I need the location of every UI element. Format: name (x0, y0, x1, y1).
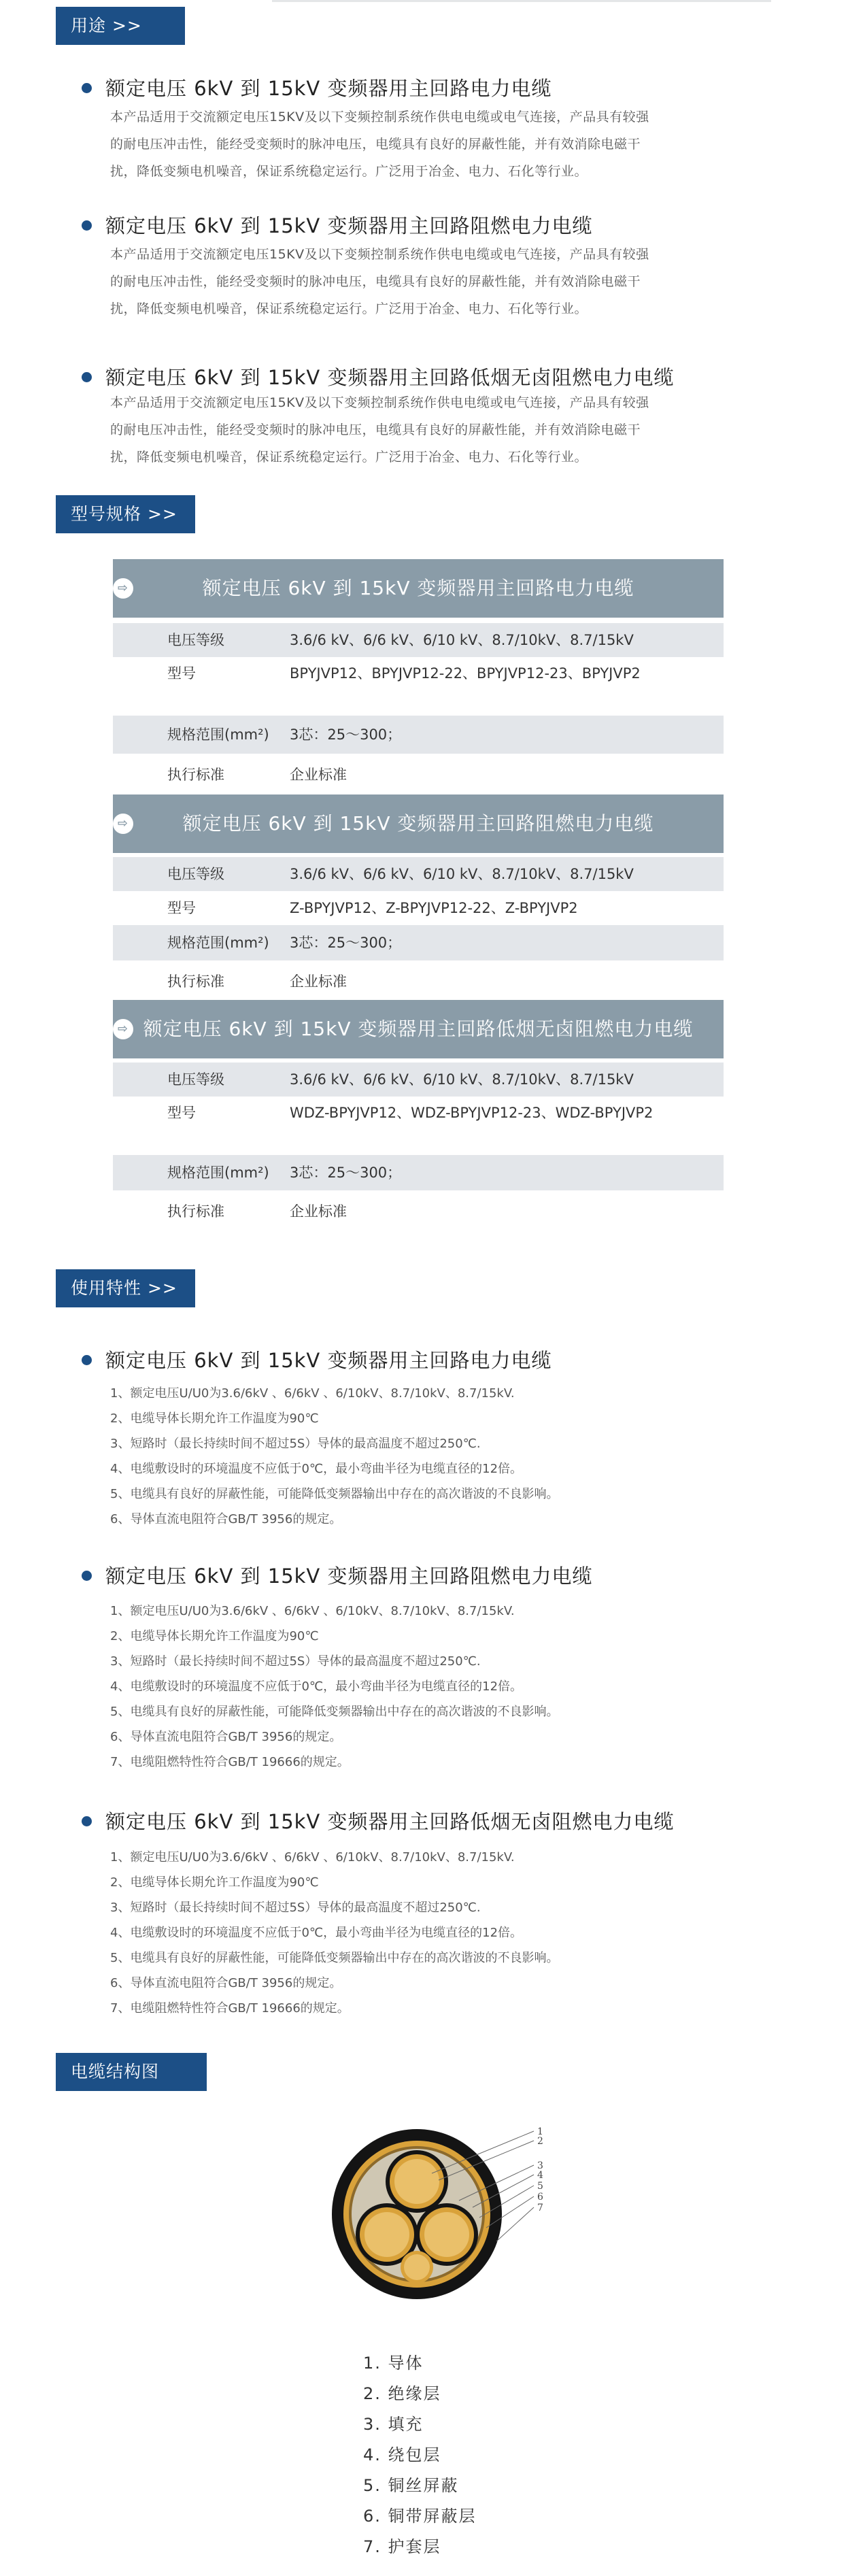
diagram-labels (537, 2126, 543, 2213)
section-header-features: 使用特性 >> (56, 1269, 195, 1307)
legend-item: 1. 导体 (363, 2354, 424, 2373)
label-3: 3 (537, 2160, 543, 2171)
spec-table-2 (113, 794, 724, 1003)
top-divider (272, 0, 771, 2)
earth-core-conductor (404, 2254, 430, 2280)
feature-list-1: 1、额定电压U/U0为3.6/6kV 、6/6kV 、6/10kV、8.7/10kV、8.7/15kV. 2、电缆导体长期允许工作温度为90℃ 3、短路时（最长持续时间不超过5S）导体的最高温度不超过250℃. 4、电缆敷设时的环境温度不应低于0℃，最小弯曲半径为电缆直径的12倍。 5、电缆具有良好的屏蔽性能，可能降低变频器输出中存在的高次谐波的不良影响。 6、导体直流电阻符合GB/T 3956的规定。 (110, 1386, 559, 1526)
spec-table-title: ⇨ 额定电压 6kV 到 15kV 变频器用主回路电力电缆 (113, 559, 724, 618)
spec-table-1 (113, 559, 724, 796)
section-header-spec: 型号规格 >> (56, 495, 195, 533)
legend-item: 3. 填充 (363, 2415, 424, 2434)
usage-paragraph-1: 本产品适用于交流额定电压15KV及以下变频控制系统作供电电缆或电气连接，产品具有较强 的耐电压冲击性，能经受变频时的脉冲电压，电缆具有良好的屏蔽性能，并有效消除电磁干 扰，降低变频电机噪音，保证系统稳定运行。广泛用于冶金、电力、石化等行业。 (110, 110, 649, 179)
bullet-icon (82, 1571, 92, 1581)
cable-cross-section-diagram (330, 2126, 575, 2303)
legend-item: 2. 绝缘层 (363, 2384, 441, 2403)
label-6: 6 (537, 2192, 543, 2203)
label-2: 2 (537, 2136, 543, 2147)
spec-row: 执行标准 企业标准 (167, 1203, 347, 1220)
spec-row: 规格范围(mm²) 3芯：25～300； (113, 925, 724, 960)
spec-row: 电压等级 3.6/6 kV、6/6 kV、6/10 kV、8.7/10kV、8.7/15kV (113, 1063, 724, 1097)
legend-item: 5. 铜丝屏蔽 (363, 2476, 459, 2495)
usage-title-2: 额定电压 6kV 到 15kV 变频器用主回路阻燃电力电缆 (82, 211, 593, 239)
bullet-icon (82, 372, 92, 382)
usage-paragraph-2: 本产品适用于交流额定电压15KV及以下变频控制系统作供电电缆或电气连接，产品具有较强 的耐电压冲击性，能经受变频时的脉冲电压，电缆具有良好的屏蔽性能，并有效消除电磁干 扰，降低变频电机噪音，保证系统稳定运行。广泛用于冶金、电力、石化等行业。 (110, 247, 649, 316)
spec-row: 规格范围(mm²) 3芯：25～300； (113, 1155, 724, 1190)
spec-row: 执行标准 企业标准 (167, 973, 347, 990)
spec-row: 电压等级 3.6/6 kV、6/6 kV、6/10 kV、8.7/10kV、8.7/15kV (113, 623, 724, 657)
feature-list-3: 1、额定电压U/U0为3.6/6kV 、6/6kV 、6/10kV、8.7/10kV、8.7/15kV. 2、电缆导体长期允许工作温度为90℃ 3、短路时（最长持续时间不超过5S）导体的最高温度不超过250℃. 4、电缆敷设时的环境温度不应低于0℃，最小弯曲半径为电缆直径的12倍。 5、电缆具有良好的屏蔽性能，可能降低变频器输出中存在的高次谐波的不良影响。 6、导体直流电阻符合GB/T 3956的规定。 7、电缆阻燃特性符合GB/T 19666的规定。 (110, 1850, 559, 2015)
usage-paragraph-3: 本产品适用于交流额定电压15KV及以下变频控制系统作供电电缆或电气连接，产品具有较强 的耐电压冲击性，能经受变频时的脉冲电压，电缆具有良好的屏蔽性能，并有效消除电磁干 扰，降低变频电机噪音，保证系统稳定运行。广泛用于冶金、电力、石化等行业。 (110, 395, 649, 465)
spec-table-title: ⇨ 额定电压 6kV 到 15kV 变频器用主回路阻燃电力电缆 (113, 794, 724, 853)
spec-row: 型号 Z-BPYJVP12、Z-BPYJVP12-22、Z-BPYJVP2 (167, 900, 578, 916)
feature-title-3: 额定电压 6kV 到 15kV 变频器用主回路低烟无卤阻燃电力电缆 (82, 1807, 675, 1835)
arrow-right-icon: ⇨ (113, 814, 133, 834)
feature-title-2: 额定电压 6kV 到 15kV 变频器用主回路阻燃电力电缆 (82, 1561, 593, 1589)
label-1: 1 (537, 2126, 543, 2137)
legend-item: 4. 绕包层 (363, 2445, 441, 2464)
spec-row: 型号 BPYJVP12、BPYJVP12-22、BPYJVP12-23、BPYJVP2 (167, 665, 641, 682)
bullet-icon (82, 1355, 92, 1365)
spec-row: 型号 WDZ-BPYJVP12、WDZ-BPYJVP12-23、WDZ-BPYJVP2 (167, 1105, 654, 1121)
section-header-structure: 电缆结构图 >> (56, 2053, 207, 2091)
label-5: 5 (537, 2181, 543, 2192)
feature-list-2: 1、额定电压U/U0为3.6/6kV 、6/6kV 、6/10kV、8.7/10kV、8.7/15kV. 2、电缆导体长期允许工作温度为90℃ 3、短路时（最长持续时间不超过5S）导体的最高温度不超过250℃. 4、电缆敷设时的环境温度不应低于0℃，最小弯曲半径为电缆直径的12倍。 5、电缆具有良好的屏蔽性能，可能降低变频器输出中存在的高次谐波的不良影响。 6、导体直流电阻符合GB/T 3956的规定。 7、电缆阻燃特性符合GB/T 19666的规定。 (110, 1604, 559, 1769)
label-4: 4 (537, 2170, 543, 2181)
usage-title-1: 额定电压 6kV 到 15kV 变频器用主回路电力电缆 (82, 73, 552, 101)
section-header-usage: 用途 >> (56, 7, 185, 45)
spec-row: 规格范围(mm²) 3芯：25～300； (113, 716, 724, 754)
feature-title-1: 额定电压 6kV 到 15kV 变频器用主回路电力电缆 (82, 1345, 552, 1373)
label-7: 7 (537, 2203, 543, 2213)
core-top (386, 2150, 448, 2213)
bullet-icon (82, 220, 92, 231)
usage-title-3: 额定电压 6kV 到 15kV 变频器用主回路低烟无卤阻燃电力电缆 (82, 363, 675, 390)
arrow-right-icon: ⇨ (113, 1019, 133, 1039)
spec-row: 执行标准 企业标准 (167, 767, 347, 783)
legend-item: 7. 护套层 (363, 2537, 441, 2556)
structure-legend (363, 2348, 477, 2562)
bullet-icon (82, 1816, 92, 1826)
arrow-right-icon: ⇨ (113, 578, 133, 599)
bullet-icon (82, 83, 92, 93)
legend-item: 6. 铜带屏蔽层 (363, 2507, 477, 2526)
spec-row: 电压等级 3.6/6 kV、6/6 kV、6/10 kV、8.7/10kV、8.7/15kV (113, 857, 724, 891)
spec-table-title: ⇨ 额定电压 6kV 到 15kV 变频器用主回路低烟无卤阻燃电力电缆 (113, 1000, 724, 1058)
spec-table-3 (113, 1000, 724, 1233)
